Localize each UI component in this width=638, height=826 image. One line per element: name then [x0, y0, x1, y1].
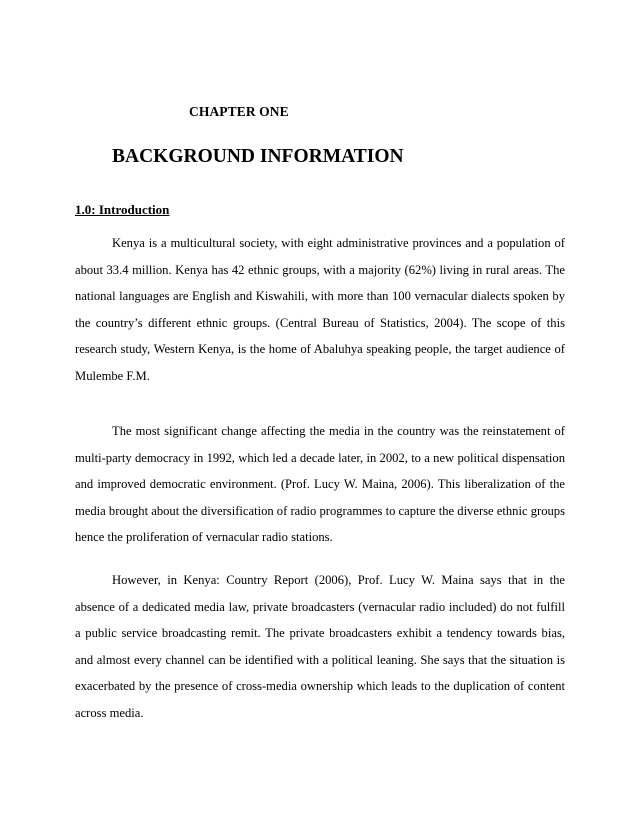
chapter-label: CHAPTER ONE [189, 104, 289, 119]
paragraph-line: about 33.4 million. Kenya has 42 ethnic groups, with a majority (62%) living in rural areas. The [75, 262, 565, 277]
paragraph-line: a public service broadcasting remit. The private broadcasters exhibit a tendency towards bias, [75, 626, 565, 640]
paragraph-line: Kenya is a multicultural society, with eight administrative provinces and a population of [112, 236, 565, 250]
paragraph-media-change [75, 418, 565, 551]
paragraph-line: media brought about the diversification of radio programmes to capture the diverse ethnic groups [75, 503, 565, 518]
paragraph-line: Mulembe F.M. [75, 368, 150, 383]
paragraph-line: the country’s different ethnic groups. (Central Bureau of Statistics, 2004). The scope of this [75, 315, 565, 330]
paragraph-line: and improved democratic environment. (Prof. Lucy W. Maina, 2006). This liberalization of the [75, 477, 565, 491]
paragraph-line: The most significant change affecting the media in the country was the reinstatement of [112, 424, 565, 438]
paragraph-line: hence the proliferation of vernacular radio stations. [75, 530, 333, 544]
paragraph-line: multi-party democracy in 1992, which led a decade later, in 2002, to a new political dispensation [75, 450, 565, 465]
paragraph-line: national languages are English and Kiswahili, with more than 100 vernacular dialects spoken by [75, 289, 565, 303]
paragraph-country-report [75, 567, 565, 726]
paragraph-line: However, in Kenya: Country Report (2006), Prof. Lucy W. Maina says that in the [112, 573, 565, 587]
chapter-title: BACKGROUND INFORMATION [112, 146, 404, 167]
paragraph-line: exacerbated by the presence of cross-media ownership which leads to the duplication of content [75, 679, 565, 693]
paragraph-line: across media. [75, 705, 144, 720]
section-heading: 1.0: Introduction [75, 202, 170, 217]
paragraph-line: research study, Western Kenya, is the home of Abaluhya speaking people, the target audience of [75, 342, 565, 356]
paragraph-line: and almost every channel can be identified with a political leaning. She says that the situation is [75, 652, 565, 667]
paragraph-introduction [75, 230, 565, 389]
paragraph-line: absence of a dedicated media law, private broadcasters (vernacular radio included) do not fulfill [75, 599, 565, 614]
